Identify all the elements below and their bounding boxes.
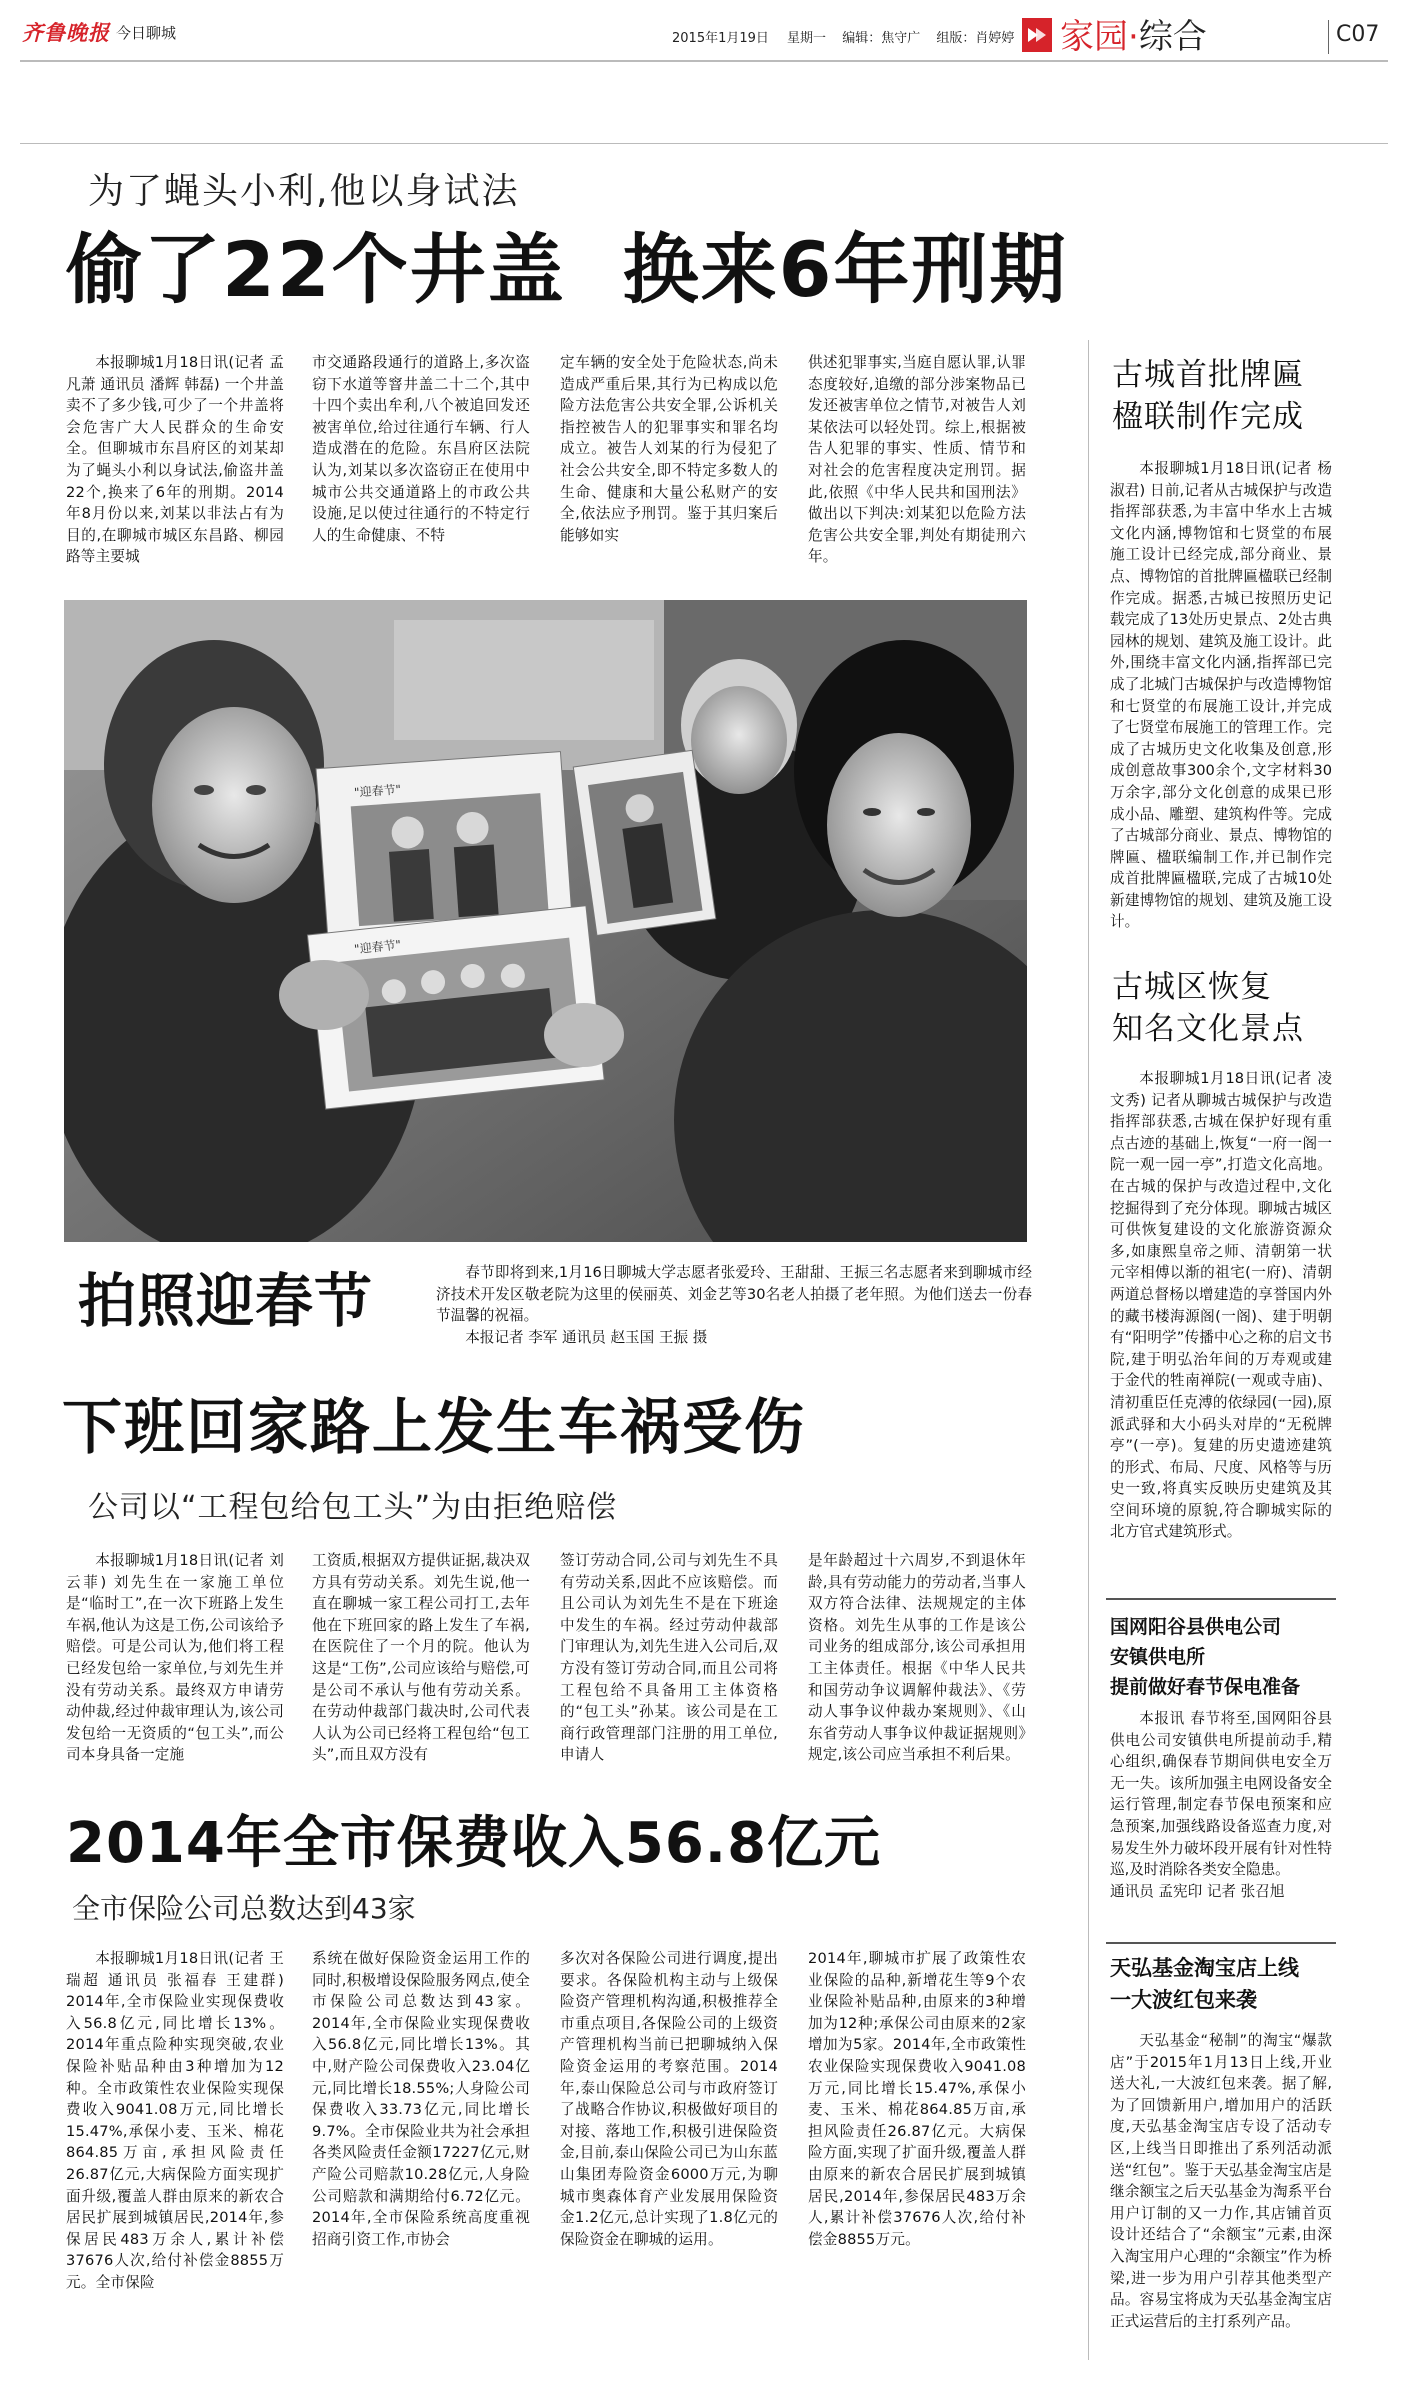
section-logo-icon (1022, 18, 1052, 52)
article1-kicker: 为了蝇头小利,他以身试法 (88, 171, 520, 212)
section-main: 家园 (1060, 17, 1128, 57)
side3-body (1110, 1708, 1332, 1936)
side4-title-line2: 一大波红包来袭 (1110, 1988, 1257, 2012)
side1-body: 本报聊城1月18日讯(记者 杨淑君) 日前,记者从古城保护与改造指挥部获悉,为丰富中华水上古城文化内涵,博物馆和七贤堂的布展施工设计已经完成,部分商业、景点、博物馆的首批牌匾楹联已经制作完成。据悉,古城已按照历史记载完成了13处历史景点、2处古典园林的规划、建筑及施工设计。此外,围绕丰富文化内涵,指挥部已完成了北城门古城保护与改造博物馆和七贤堂的布展施工设计,并完成了七贤堂布展施工的管理工作。完成了古城历史文化收集及创意,形成创意故事300余个,文字材料30万余字,部分文化创意的成果已形成小品、雕塑、建筑构件等。完成了古城部分商业、景点、博物馆的牌匾、楹联编制工作,并已制作完成首批牌匾楹联,完成了古城10处新建博物馆的规划、建筑及施工设计。 (1110, 460, 1332, 931)
header-divider (1328, 20, 1329, 54)
masthead-name: 齐鲁晚报 (22, 20, 110, 45)
side1-title-line1: 古城首批牌匾 (1112, 357, 1304, 393)
side-rule-2 (1106, 1942, 1336, 1944)
article3-col2: 系统在做好保险资金运用工作的同时,积极增设保险服务网点,使全市保险公司总数达到43家。2014年,全市保险业实现保费收入56.8亿元,同比增长13%。其中,财产险公司保费收入23.04亿元,同比增长18.55%;人身险公司保费收入33.73亿元,同比增长9.7%。全市保险业共为社会承担各类风险责任金额17227亿元,财产险公司赔款10.28亿元,人身险公司赔款和满期给付6.72亿元。2014年,全市保险系统高度重视招商引资工作,市协会 (312, 1950, 530, 2248)
side2-title (1112, 966, 1304, 1050)
header-rule (20, 60, 1388, 62)
side-rule-1 (1106, 1598, 1336, 1600)
article3-col1: 本报聊城1月18日讯(记者 王瑞超 通讯员 张福春 王建群) 2014年,全市保险业实现保费收入56.8亿元,同比增长13%。2014年重点险种实现突破,农业保险补贴品种由3种增加为12种。全市政策性农业保险实现保费收入9041.08万元,同比增长15.47%,承保小麦、玉米、棉花864.85万亩,承担风险责任26.87亿元,大病保险方面实现扩面升级,覆盖人群由原来的新农合居民扩展到城镇居民,2014年,参保居民483万余人,累计补偿37676人次,给付补偿金8855万元。全市保险 (66, 1950, 284, 2291)
article2-col2: 工资质,根据双方提供证据,裁决双方具有劳动关系。刘先生说,他一直在聊城一家工程公司打工,去年他在下班回家的路上发生了车祸,在医院住了一个月的院。他认为这是“工伤”,公司应该给与赔偿,可是公司不承认与他有劳动关系。在劳动仲裁部门裁决时,公司代表人认为公司已经将工程包给“包工头”,而且双方没有 (312, 1552, 530, 1764)
photo-caption-text-1: "迎春节" (353, 782, 402, 800)
section-title (1060, 18, 1207, 56)
side4-title (1110, 1952, 1299, 2016)
article3-headline: 2014年全市保费收入56.8亿元 (66, 1811, 882, 1876)
article2-col4: 是年龄超过十六周岁,不到退休年龄,具有劳动能力的劳动者,当事人双方符合法律、法规规定的主体资格。刘先生从事的工作是该公司业务的组成部分,该公司承担用工主体责任。根据《中华人民共和国劳动争议调解仲裁法》、《劳动人事争议仲裁办案规则》、《山东省劳动人事争议仲裁证据规则》规定,该公司应当承担不利后果。 (808, 1552, 1026, 1764)
edition-label: 今日聊城 (116, 23, 177, 42)
side3-title-line2: 安镇供电所 (1110, 1646, 1206, 1668)
article2-subhead: 公司以“工程包给包工头”为由拒绝赔偿 (88, 1490, 618, 1525)
section-banner (1022, 18, 1052, 52)
side3-title (1110, 1612, 1300, 1702)
article1-col2: 市交通路段通行的道路上,多次盗窃下水道等窨井盖二十二个,其中十四个卖出牟利,八个被追回发还被害单位,给过往通行车辆、行人造成潜在的危险。东昌府区法院认为,刘某以多次盗窃正在使用中城市公共交通道路上的市政公共设施,足以使过往通行的不特定行人的生命健康、不特 (312, 354, 530, 544)
designer: 组版：肖婷婷 (936, 31, 1015, 46)
side3-title-line3: 提前做好春节保电准备 (1110, 1676, 1301, 1698)
side3-text: 本报讯 春节将至,国网阳谷县供电公司安镇供电所提前动手,精心组织,确保春节期间供电安全万无一失。该所加强主电网设备安全运行管理,制定春节保电预案和应急预案,加强线路设备巡查力度,对易发生外力破坏段开展有针对性特巡,及时消除各类安全隐患。 (1110, 1710, 1332, 1879)
article3-col4: 2014年,聊城市扩展了政策性农业保险的品种,新增花生等9个农业保险补贴品种,由原来的3种增加为12种;承保公司由原来的2家增加为5家。2014年,全市政策性农业保险实现保费收入9041.08万元,同比增长15.47%,承保小麦、玉米、棉花864.85万亩,承担风险责任26.87亿元。大病保险方面,实现了扩面升级,覆盖人群由原来的新农合居民扩展到城镇居民,2014年,参保居民483万余人,累计补偿37676人次,给付补偿金8855万元。 (808, 1950, 1026, 2248)
issue-date: 2015年1月19日 (672, 31, 769, 46)
side1-title-line2: 楹联制作完成 (1112, 399, 1304, 435)
side4-title-line1: 天弘基金淘宝店上线 (1110, 1956, 1299, 1980)
article3-col3: 多次对各保险公司进行调度,提出要求。各保险机构主动与上级保险资产管理机构沟通,积极推荐全市重点项目,各保险公司的上级资产管理机构当前已把聊城纳入保险资金运用的考察范围。2014年,泰山保险总公司与市政府签订了战略合作协议,积极做好项目的对接、落地工作,积极引进保险资金,目前,泰山保险公司已为山东蓝山集团寿险资金6000万元,为聊城市奥森体育产业发展用保险资金1.2亿元,总计实现了1.8亿元的保险资金在聊城的运用。 (560, 1950, 778, 2248)
side4-body: 天弘基金“秘制”的淘宝“爆款店”于2015年1月13日上线,开业送大礼,一大波红包来袭。据了解,为了回馈新用户,增加用户的活跃度,天弘基金淘宝店专设了活动专区,上线当日即推出了系列活动派送“红包”。鉴于天弘基金淘宝店是继余额宝之后天弘基金为淘系平台用户订制的又一力作,其店铺首页设计还结合了“余额宝”元素,由深入淘宝用户心理的“余额宝”作为桥梁,进一步为用户引荐其他类型产品。容易宝将成为天弘基金淘宝店正式运营后的主打系列产品。 (1110, 2032, 1332, 2330)
feature-photo (64, 600, 1027, 1242)
weekday: 星期一 (787, 31, 827, 46)
side2-title-line1: 古城区恢复 (1112, 969, 1272, 1005)
article2-headline: 下班回家路上发生车祸受伤 (62, 1393, 806, 1463)
article1-headline: 偷了22个井盖 换来6年刑期 (66, 225, 1068, 314)
photo-credit: 本报记者 李军 通讯员 赵玉国 王振 摄 (465, 1328, 708, 1346)
editor: 编辑：焦守广 (842, 31, 921, 46)
side3-title-line1: 国网阳谷县供电公司 (1110, 1616, 1282, 1638)
article3-subhead: 全市保险公司总数达到43家 (72, 1892, 416, 1925)
masthead-logo (22, 18, 176, 46)
photo-feature-title: 拍照迎春节 (78, 1267, 374, 1335)
header-rule-2 (20, 143, 1388, 144)
photo-caption: 春节即将到来,1月16日聊城大学志愿者张爱玲、王甜甜、王振三名志愿者来到聊城市经济技术开发区敬老院为这里的侯丽英、刘金艺等30名老人拍摄了老年照。为他们送去一份春节温馨的祝福。 (436, 1264, 1032, 1325)
page-number: C07 (1336, 22, 1380, 47)
photo-caption-text-2: "迎春节" (353, 937, 402, 957)
article1-col1: 本报聊城1月18日讯(记者 孟凡萧 通讯员 潘辉 韩磊) 一个井盖卖不了多少钱,可少了一个井盖将会危害广大人民群众的生命安全。但聊城市东昌府区的刘某却为了蝇头小利以身试法,偷盗井盖22个,换来了6年的刑期。2014年8月份以来,刘某以非法占有为目的,在聊城市城区东昌路、柳园路等主要城 (66, 354, 284, 566)
article1-col4: 供述犯罪事实,当庭自愿认罪,认罪态度较好,追缴的部分涉案物品已发还被害单位之情节,对被告人刘某依法可以轻处罚。综上,根据被告人犯罪的事实、性质、情节和对社会的危害程度决定刑罚。据此,依照《中华人民共和国刑法》做出以下判决:刘某犯以危险方法危害公共安全罪,判处有期徒刑六年。 (808, 354, 1026, 566)
side2-title-line2: 知名文化景点 (1112, 1011, 1304, 1047)
sidebar-divider (1088, 340, 1089, 2360)
section-dot: · (1128, 17, 1139, 57)
photo-illustration (64, 600, 1027, 1242)
header-info (672, 27, 1014, 46)
photo-feature-caption (436, 1262, 1032, 1348)
side1-title (1112, 354, 1304, 438)
article1-col3: 定车辆的安全处于危险状态,尚未造成严重后果,其行为已构成以危险方法危害公共安全罪,公诉机关指控被告人的犯罪事实和罪名均成立。被告人刘某的行为侵犯了社会公共安全,即不特定多数人的生命、健康和大量公私财产的安全,依法应予刑罚。鉴于其归案后能够如实 (560, 354, 778, 544)
article2-col3: 签订劳动合同,公司与刘先生不具有劳动关系,因此不应该赔偿。而且公司认为刘先生不是在下班途中发生的车祸。经过劳动仲裁部门审理认为,刘先生进入公司后,双方没有签订劳动合同,而且公司将工程包给不具备用工主体资格的“包工头”孙某。该公司是在工商行政管理部门注册的用工单位,申请人 (560, 1552, 778, 1764)
article2-col1: 本报聊城1月18日讯(记者 刘云菲) 刘先生在一家施工单位是“临时工”,在一次下班路上发生车祸,他认为这是工伤,公司该给予赔偿。可是公司认为,他们将工程已经发包给一家单位,与刘先生并没有劳动关系。最终双方申请劳动仲裁,经过仲裁审理认为,该公司发包给一无资质的“包工头”,而公司本身具备一定施 (66, 1552, 284, 1764)
section-sub: 综合 (1138, 17, 1207, 57)
side3-credit: 通讯员 孟宪印 记者 张召旭 (1110, 1882, 1285, 1900)
side2-body: 本报聊城1月18日讯(记者 凌文秀) 记者从聊城古城保护与改造指挥部获悉,古城在保护好现有重点古迹的基础上,恢复“一府一阁一院一观一园一亭”,打造文化高地。在古城的保护与改造过程中,文化挖掘得到了充分体现。聊城古城区可供恢复建设的文化旅游资源众多,如康熙皇帝之师、清朝第一状元宰相傅以渐的祖宅(一府)、清朝两道总督杨以增建造的享誉国内外的藏书楼海源阁(一阁)、建于明朝有“阳明学”传播中心之称的启文书院,建于明弘治年间的万寿观或建于金代的牲南禅院(一观或寺庙)、清初重臣任克溥的依绿园(一园),原派武驿和大小码头对岸的“无税牌亭”(一亭)。复建的历史遗迹建筑的形式、布局、尺度、风格等与历史一致,将真实反映历史建筑及其空间环境的原貌,符合聊城实际的北方官式建筑形式。 (1110, 1070, 1332, 1541)
